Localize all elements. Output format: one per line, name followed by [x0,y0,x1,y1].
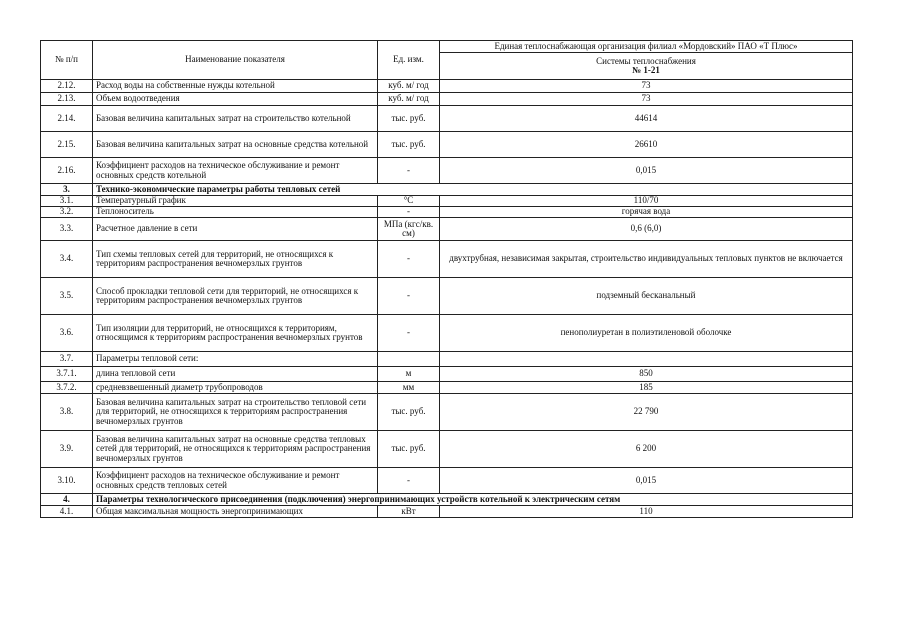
row-unit: куб. м/ год [378,93,440,106]
table-row [41,93,853,106]
row-unit: кВт [378,506,440,518]
row-number: 3.2. [41,207,93,218]
systems-number: № 1-21 [632,65,660,75]
row-value: подземный бесканальный [440,278,853,315]
row-number: 3.6. [41,315,93,352]
row-name: Тип схемы тепловых сетей для территорий, не относящихся к территориям распространения вечномерзлых грунтов [93,241,378,278]
row-value: пенополиуретан в полиэтиленовой оболочке [440,315,853,352]
row-name: Расход воды на собственные нужды котельной [93,80,378,93]
row-number: 2.15. [41,132,93,158]
table-row [41,241,853,278]
row-value: 110 [440,506,853,518]
header-unit: Ед. изм. [378,41,440,80]
table-row [41,218,853,241]
row-value: 22 790 [440,394,853,431]
row-value: 6 200 [440,431,853,468]
row-name: Расчетное давление в сети [93,218,378,241]
row-name: Базовая величина капитальных затрат на строительство котельной [93,106,378,132]
indicators-table [40,40,853,518]
row-name: средневзвешенный диаметр трубопроводов [93,382,378,394]
table-row [41,394,853,431]
row-unit: - [378,241,440,278]
row-value: 0,6 (6,0) [440,218,853,241]
row-unit: - [378,315,440,352]
table-row [41,278,853,315]
row-value [440,352,853,367]
header-num: № п/п [41,41,93,80]
row-name: Базовая величина капитальных затрат на основные средства котельной [93,132,378,158]
row-name: длина тепловой сети [93,367,378,382]
table-row [41,315,853,352]
row-number: 3.4. [41,241,93,278]
row-unit: м [378,367,440,382]
table-row [41,196,853,207]
systems-label: Системы теплоснабжения [596,55,696,66]
row-name: Базовая величина капитальных затрат на строительство тепловой сети для территорий, не относящихся к территориям распространения вечномерзлых грунтов [93,394,378,431]
row-unit: - [378,207,440,218]
row-value: 73 [440,93,853,106]
header-systems [440,53,853,80]
row-number: 3.3. [41,218,93,241]
row-unit: мм [378,382,440,394]
row-value: 0,015 [440,158,853,184]
row-value: 110/70 [440,196,853,207]
section-number: 3. [41,184,93,196]
table-row [41,132,853,158]
row-unit: тыс. руб. [378,106,440,132]
row-name: Параметры тепловой сети: [93,352,378,367]
row-name: Способ прокладки тепловой сети для территорий, не относящихся к территориям распространения вечномерзлых грунтов [93,278,378,315]
row-value: 0,015 [440,468,853,494]
row-number: 4.1. [41,506,93,518]
section-title: Технико-экономические параметры работы тепловых сетей [93,184,853,196]
row-number: 2.14. [41,106,93,132]
row-name: Объем водоотведения [93,93,378,106]
row-unit [378,352,440,367]
row-name: Коэффициент расходов на техническое обслуживание и ремонт основных средств котельной [93,158,378,184]
row-value: 44614 [440,106,853,132]
header-row [41,41,853,53]
table-row [41,506,853,518]
row-number: 3.9. [41,431,93,468]
row-unit: МПа (кгс/кв. см) [378,218,440,241]
row-unit: °C [378,196,440,207]
row-name: Тип изоляции для территорий, не относящихся к территориям, относящимся к территориям распространения вечномерзлых грунтов [93,315,378,352]
section-number: 4. [41,494,93,506]
row-value: 26610 [440,132,853,158]
row-number: 3.1. [41,196,93,207]
section-title: Параметры технологического присоединения (подключения) энергопринимающих устройств котельной к электрическим сетям [93,494,853,506]
row-unit: куб. м/ год [378,80,440,93]
header-org: Единая теплоснабжающая организация филиал «Мордовский» ПАО «Т Плюс» [440,41,853,53]
row-unit: - [378,278,440,315]
row-number: 3.7. [41,352,93,367]
row-unit: тыс. руб. [378,431,440,468]
row-unit: тыс. руб. [378,394,440,431]
row-value: горячая вода [440,207,853,218]
table-row [41,431,853,468]
row-unit: тыс. руб. [378,132,440,158]
row-name: Коэффициент расходов на техническое обслуживание и ремонт основных средств тепловых сетей [93,468,378,494]
row-name: Температурный график [93,196,378,207]
row-number: 2.13. [41,93,93,106]
table-row [41,352,853,367]
row-number: 3.7.1. [41,367,93,382]
row-name: Общая максимальная мощность энергопринимающих [93,506,378,518]
row-number: 3.5. [41,278,93,315]
row-value: 850 [440,367,853,382]
row-name: Теплоноситель [93,207,378,218]
header-name: Наименование показателя [93,41,378,80]
row-number: 3.7.2. [41,382,93,394]
row-value: 185 [440,382,853,394]
table-row [41,468,853,494]
row-value: двухтрубная, независимая закрытая, строительство индивидуальных тепловых пунктов не включается [440,241,853,278]
row-unit: - [378,158,440,184]
row-unit: - [378,468,440,494]
row-number: 2.16. [41,158,93,184]
row-number: 3.10. [41,468,93,494]
table-row [41,80,853,93]
table-row [41,158,853,184]
table-row [41,367,853,382]
table-row [41,382,853,394]
row-value: 73 [440,80,853,93]
row-name: Базовая величина капитальных затрат на основные средства тепловых сетей для территорий, не относящихся к территориям распространения вечномерзлых грунтов [93,431,378,468]
table-row [41,184,853,196]
table-row [41,207,853,218]
table-row [41,106,853,132]
row-number: 2.12. [41,80,93,93]
table-row [41,494,853,506]
row-number: 3.8. [41,394,93,431]
